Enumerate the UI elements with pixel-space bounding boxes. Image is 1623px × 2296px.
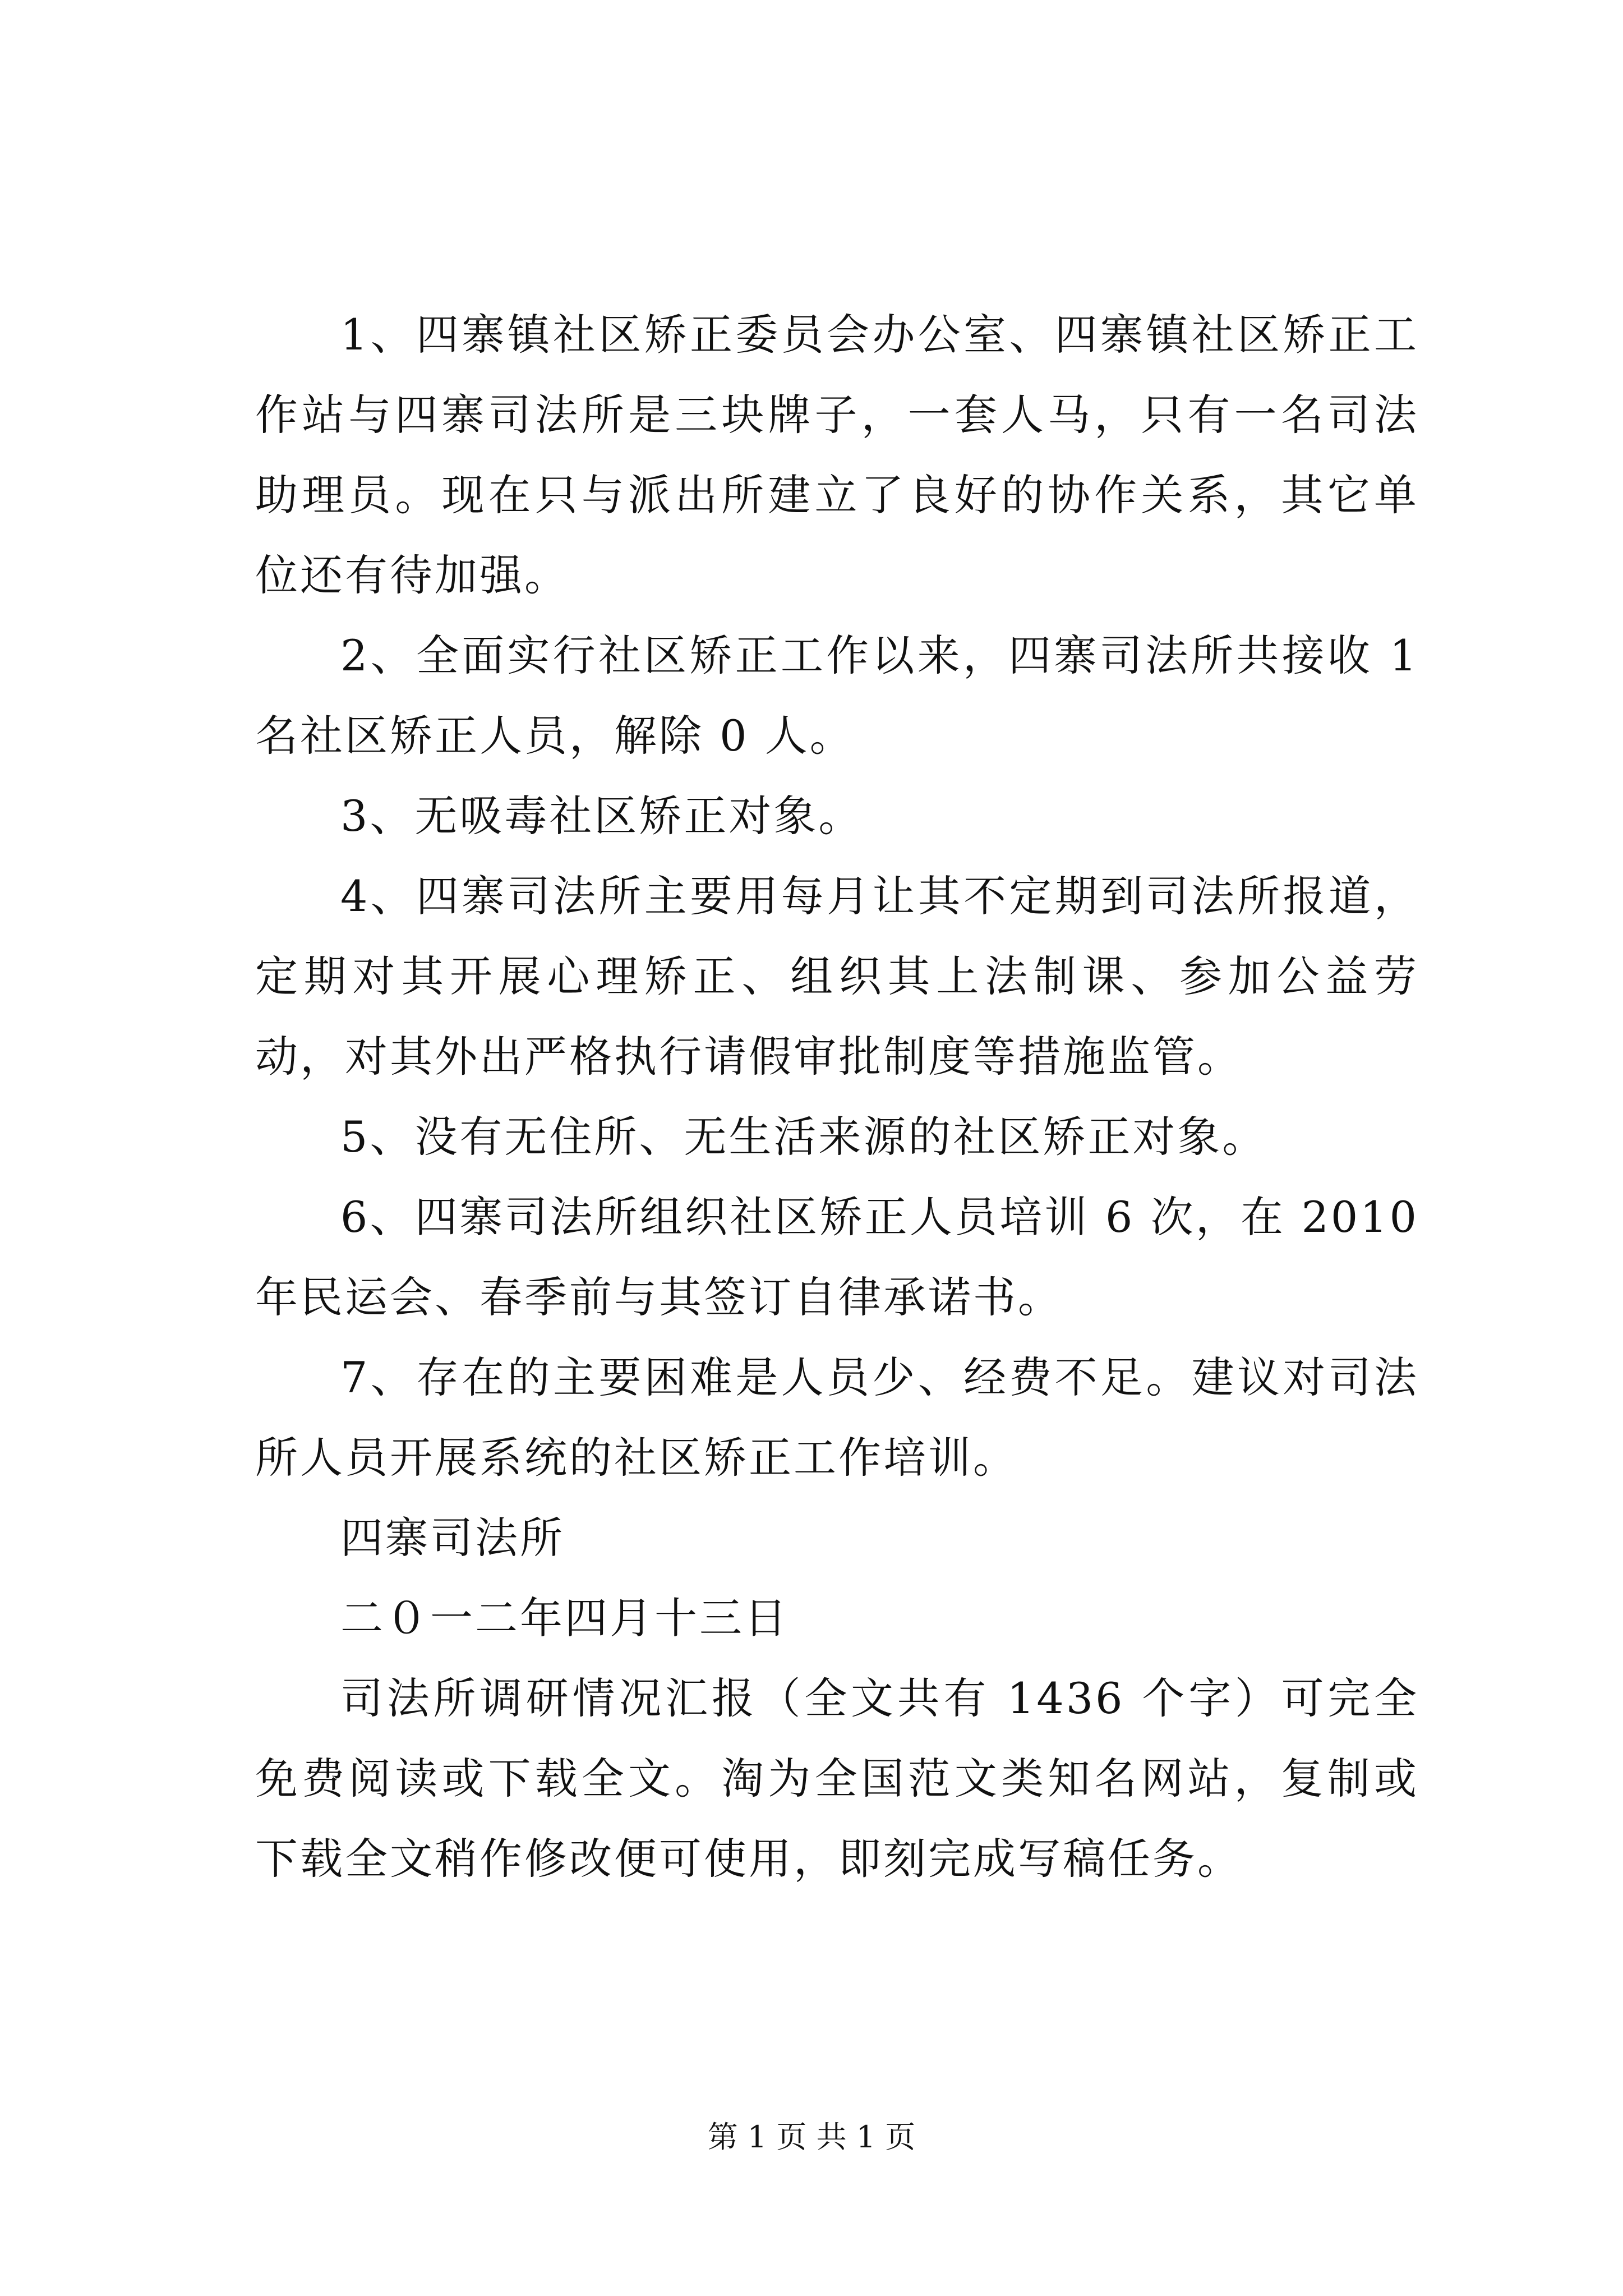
paragraph-item-2: 2、全面实行社区矫正工作以来，四寨司法所共接收 1 名社区矫正人员，解除 0 人。: [255, 631, 1419, 761]
signature-date: 二０一二年四月十三日: [340, 1593, 789, 1643]
paragraph-item-3: 3、无吸毒社区矫正对象。: [340, 791, 864, 841]
page-footer: 第 1 页 共 1 页: [707, 2119, 916, 2155]
paragraph-item-4: 4、四寨司法所主要用每月让其不定期到司法所报道，定期对其开展心理矫正、组织其上法制课、参加公益劳动，对其外出严格执行请假审批制度等措施监管。: [255, 871, 1419, 1082]
paragraph-item-7: 7、存在的主要困难是人员少、经费不足。建议对司法所人员开展系统的社区矫正工作培训。: [255, 1352, 1419, 1483]
paragraph-item-6: 6、四寨司法所组织社区矫正人员培训 6 次，在 2010 年民运会、春季前与其签订自律承诺书。: [255, 1192, 1419, 1322]
document-body: [255, 295, 1419, 1899]
signature-organization: 四寨司法所: [340, 1513, 565, 1563]
download-notice: 司法所调研情况汇报（全文共有 1436 个字）可完全免费阅读或下载全文。淘为全国范文类知名网站，复制或下载全文稍作修改便可使用，即刻完成写稿任务。: [255, 1673, 1419, 1884]
paragraph-item-5: 5、没有无住所、无生活来源的社区矫正对象。: [340, 1112, 1267, 1162]
paragraph-item-1: 1、四寨镇社区矫正委员会办公室、四寨镇社区矫正工作站与四寨司法所是三块牌子，一套人马，只有一名司法助理员。现在只与派出所建立了良好的协作关系，其它单位还有待加强。: [255, 310, 1419, 600]
